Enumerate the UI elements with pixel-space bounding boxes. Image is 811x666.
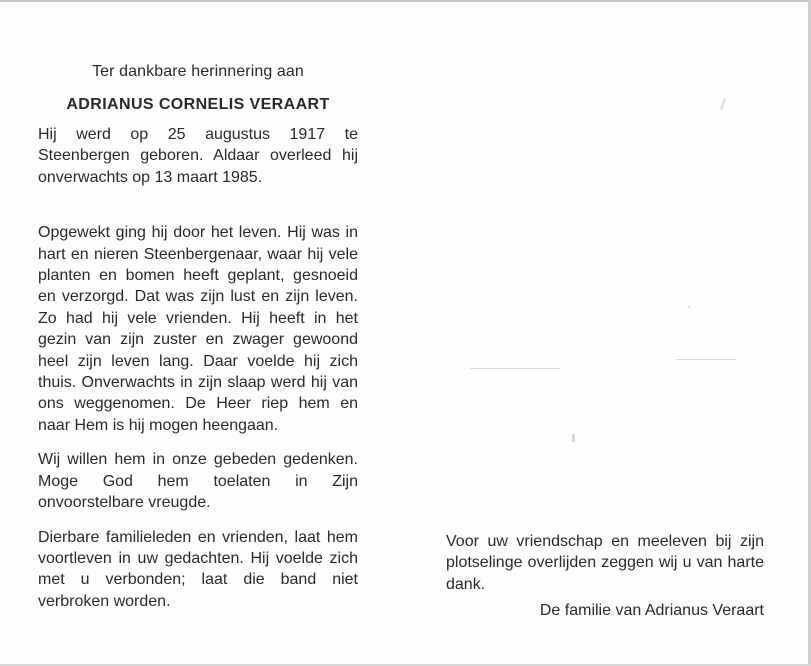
scan-speck: [572, 434, 575, 442]
prayer-paragraph: Wij willen hem in onze gebeden gedenken. Moge God hem toelaten in Zijn onvoorstelbare vreugde.: [38, 451, 358, 512]
birth-paragraph: Hij werd op 25 augustus 1917 te Steenbergen geboren. Aldaar overleed hij onverwachts op 13 maart 1985.: [38, 126, 358, 186]
scan-speck: [688, 306, 690, 308]
family-paragraph: Dierbare familieleden en vrienden, laat hem voortleven in uw gedachten. Hij voelde zich met u verbonden; laat die band niet verbroken worden.: [38, 528, 358, 610]
intro-line: Ter dankbare herinnering aan: [92, 63, 304, 80]
deceased-name: ADRIANUS CORNELIS VERAART: [66, 96, 330, 113]
life-paragraph: Opgewekt ging hij door het leven. Hij was in hart en nieren Steenbergenaar, waar hij vele planten en bomen heeft geplant, gesnoeid en verzorgd. Dat was zijn lust en zijn leven. Zo had hij vele vrienden. Hij heeft in het gezin van zijn zuster en zwager gewoond heel zijn leven lang. Daar voelde hij zich thuis. Onverwachts in zijn slaap werd hij van ons weggenomen. De Heer riep hem en naar Hem is hij mogen heengaan.: [38, 224, 358, 434]
left-column: [38, 60, 358, 612]
thanks-paragraph: Voor uw vriendschap en meeleven bij zijn plotselinge overlijden zeggen wij u van harte dank.: [446, 533, 764, 593]
scan-speck: [676, 359, 736, 360]
family-signature: De familie van Adrianus Veraart: [539, 602, 764, 620]
right-column: [446, 531, 764, 623]
scan-speck: [720, 98, 726, 110]
scan-speck: [470, 368, 560, 369]
